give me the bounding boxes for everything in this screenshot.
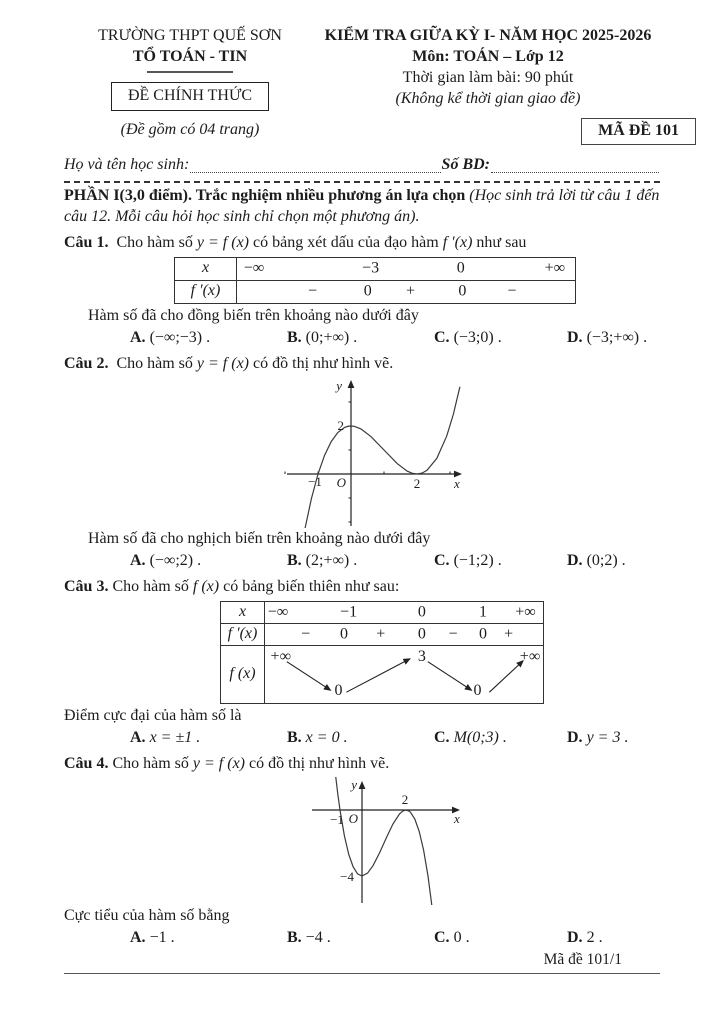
q1-table-flabel: f ′(x) — [175, 280, 237, 303]
q1-table-xrow: −∞ −3 0 +∞ — [237, 257, 576, 280]
q3-statement: Câu 3. Cho hàm số f (x) có bảng biến thiên như sau: — [64, 578, 400, 596]
q1-table-signrow: − 0 + 0 − — [237, 280, 576, 303]
student-id-label: Số BD: — [441, 155, 490, 173]
department-underline — [147, 71, 233, 73]
q2-number: Câu 2. — [64, 354, 109, 372]
q2-xtick-neg1: −1 — [308, 474, 322, 490]
q3-answers — [64, 728, 660, 749]
q2-question: Hàm số đã cho nghịch biến trên khoảng nào dưới đây — [88, 530, 431, 548]
answer-option: A. −1 . — [130, 929, 175, 947]
dashed-separator — [64, 181, 660, 183]
student-info-line — [64, 155, 660, 176]
q2-function-plot — [279, 376, 469, 528]
answer-option: A. (−∞;−3) . — [130, 328, 211, 346]
exam-title: KIỂM TRA GIỮA KỲ I- NĂM HỌC 2025-2026 — [324, 27, 652, 44]
q1-answers — [64, 328, 660, 349]
q2-ytick-2: 2 — [337, 418, 344, 434]
answer-option: C. 0 . — [434, 929, 470, 947]
answer-option: D. 2 . — [567, 929, 603, 947]
page-footer — [64, 950, 660, 974]
student-name-label: Họ và tên học sinh: — [64, 155, 190, 173]
q1-math-fx: y = f (x) — [196, 233, 250, 251]
answer-option: C. M(0;3) . — [434, 729, 507, 747]
subject-line: Môn: TOÁN – Lớp 12 — [412, 47, 564, 65]
answer-option: B. −4 . — [287, 929, 331, 947]
q3-table-xlabel: x — [221, 602, 265, 624]
q2-answers — [64, 551, 660, 572]
time-note: (Không kể thời gian giao đề) — [395, 89, 581, 107]
official-exam-box: ĐỀ CHÍNH THỨC — [111, 82, 269, 111]
student-name-field — [190, 172, 440, 173]
student-id-field — [491, 172, 659, 173]
q3-table-xrow: −∞ −1 0 1 +∞ — [265, 602, 544, 624]
q4-statement: Câu 4. Cho hàm số y = f (x) có đồ thị như hình vẽ. — [64, 755, 390, 773]
answer-option: C. (−1;2) . — [434, 552, 502, 570]
q3-question: Điểm cực đại của hàm số là — [64, 707, 242, 725]
q2-graph — [279, 376, 660, 528]
q3-table-flabel: f (x) — [221, 646, 265, 704]
answer-option: B. (0;+∞) . — [287, 328, 358, 346]
q1-number: Câu 1. — [64, 233, 109, 251]
part1-heading — [64, 186, 660, 228]
exam-code-box: MÃ ĐỀ 101 — [581, 118, 696, 145]
q4-question: Cực tiểu của hàm số bằng — [64, 907, 230, 925]
q3-table-fprime-label: f ′(x) — [221, 624, 265, 646]
q2-statement: Câu 2. Cho hàm số y = f (x) có đồ thị như hình vẽ. — [64, 354, 394, 372]
q4-y-axis-label: y — [351, 777, 357, 793]
q3-table-frow: +∞ 0 3 0 +∞ — [265, 646, 544, 704]
answer-option: D. (0;2) . — [567, 552, 626, 570]
q3-variation-table — [220, 601, 544, 704]
question-2 — [64, 354, 660, 573]
answer-option: D. y = 3 . — [567, 729, 629, 747]
answer-option: B. (2;+∞) . — [287, 552, 358, 570]
q4-x-axis-label: x — [454, 811, 460, 827]
answer-option: B. x = 0 . — [287, 729, 348, 747]
page-code: Mã đề 101/1 — [543, 951, 622, 968]
header — [64, 26, 660, 141]
department-name: TỔ TOÁN - TIN — [132, 47, 248, 65]
q2-origin-label: O — [336, 475, 346, 491]
q1-math-fprime: f ′(x) — [442, 233, 473, 251]
answer-option: A. x = ±1 . — [130, 729, 201, 747]
answer-option: C. (−3;0) . — [434, 328, 502, 346]
q4-xtick-neg1: −1 — [330, 812, 344, 828]
pages-note: (Đề gồm có 04 trang) — [120, 120, 260, 138]
q4-ytick-neg4: −4 — [340, 869, 354, 885]
header-left-block — [64, 26, 316, 141]
q4-function-plot — [302, 777, 467, 905]
q1-sign-table — [174, 257, 576, 304]
q1-table-xlabel: x — [175, 257, 237, 280]
q3-variation-arrows — [265, 646, 543, 703]
q4-number: Câu 4. — [64, 755, 109, 773]
question-3 — [64, 577, 660, 749]
q2-math-fx: y = f (x) — [196, 354, 250, 372]
q1-statement: Câu 1. Cho hàm số y = f (x) có bảng xét dấu của đạo hàm f ′(x) như sau — [64, 233, 527, 251]
q4-origin-label: O — [348, 811, 358, 827]
question-1 — [64, 233, 660, 349]
q4-math-fx: y = f (x) — [192, 755, 246, 773]
school-name: TRƯỜNG THPT QUẾ SƠN — [98, 27, 282, 44]
q4-answers — [64, 928, 660, 949]
q2-xtick-2: 2 — [413, 476, 421, 492]
q4-xtick-2: 2 — [401, 792, 409, 808]
answer-option: D. (−3;+∞) . — [567, 328, 648, 346]
q3-table-signrow: − 0 + 0 − 0 + — [265, 624, 544, 646]
q4-graph — [302, 777, 660, 905]
time-line: Thời gian làm bài: 90 phút — [402, 68, 574, 86]
q2-x-axis-label: x — [454, 476, 460, 492]
part1-heading-bold: PHẦN I(3,0 điểm). Trắc nghiệm nhiều phương án lựa chọn — [64, 186, 466, 204]
q3-math-fx: f (x) — [192, 578, 220, 596]
answer-option: A. (−∞;2) . — [130, 552, 202, 570]
question-4 — [64, 754, 660, 949]
q1-question: Hàm số đã cho đồng biến trên khoảng nào dưới đây — [88, 306, 419, 324]
q2-y-axis-label: y — [336, 378, 342, 394]
q3-number: Câu 3. — [64, 578, 109, 596]
part1-heading-italic: (Học sinh trả lời từ câu 1 đến câu 12. Mỗi câu hỏi học sinh chỉ chọn một phương án). — [64, 186, 660, 225]
